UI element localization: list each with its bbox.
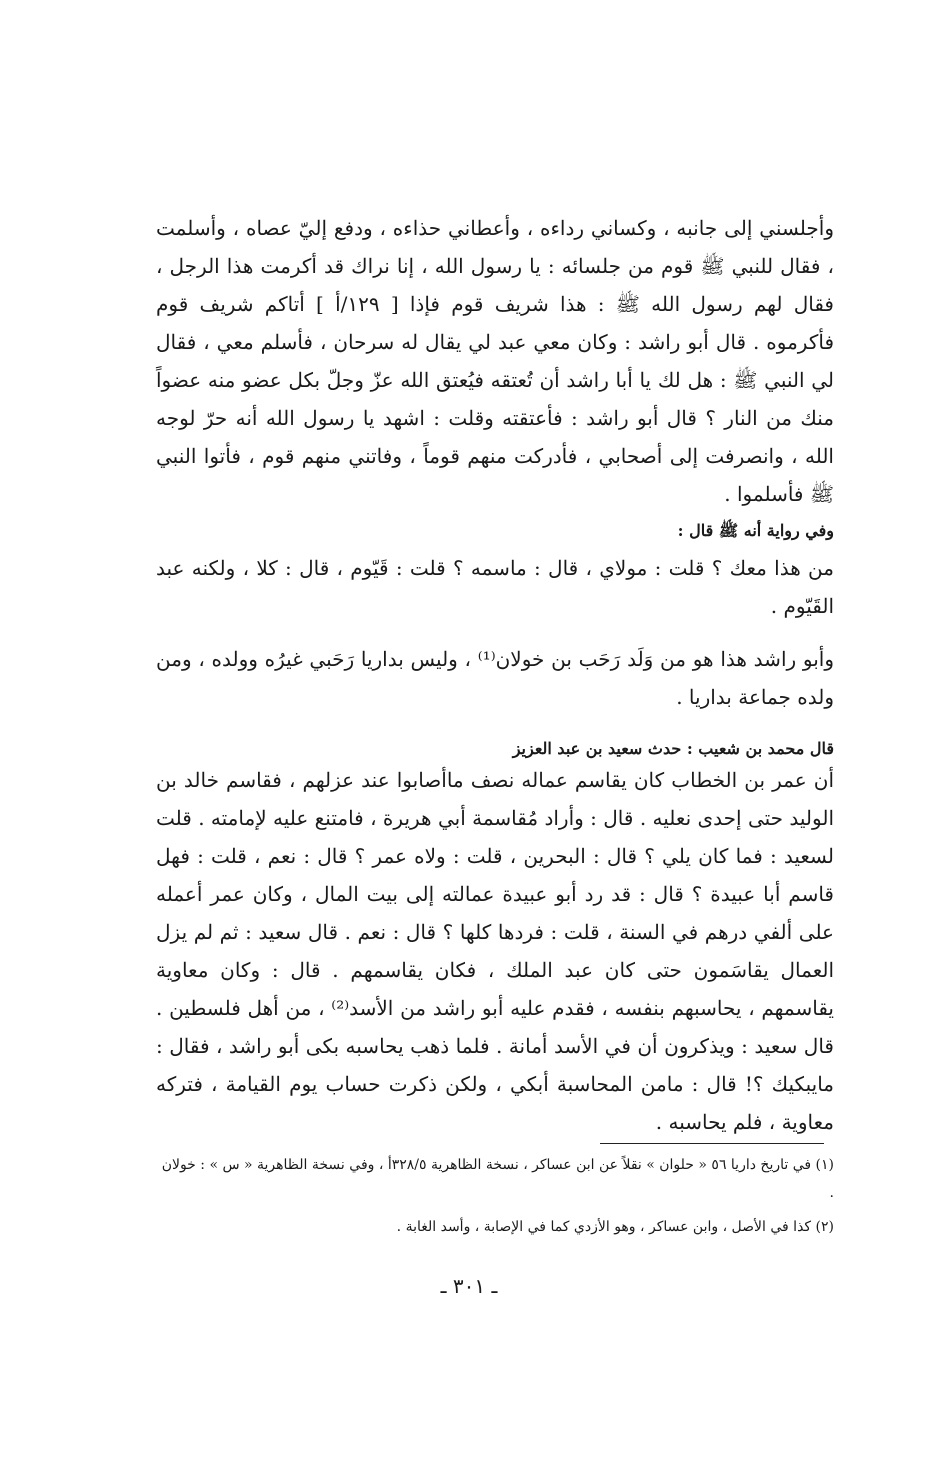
main-text-block-3 — [156, 640, 834, 716]
narration-heading-1 — [156, 516, 834, 546]
narration-lead-1: وفي رواية أنه ﷺ قال : — [677, 521, 834, 540]
footnotes — [156, 1151, 834, 1241]
footnote-divider — [600, 1143, 824, 1144]
main-text-block-4 — [156, 761, 834, 1141]
paragraph-1: وأجلسني إلى جانبه ، وكساني رداءه ، وأعطاني حذاءه ، ودفع إليّ عصاه ، وأسلمت ، فقال للنبي ﷺ قوم من جلسائه : يا رسول الله ، إنا نراك قد أكرمت هذا الرجل ، فقال لهم رسول الله ﷺ : هذا شريف قوم فإذا [ ١٢٩/أ ] أتاكم شريف قوم فأكرموه . قال أبو راشد : وكان معي عبد لي يقال له سرحان ، فأسلم معي ، فقال لي النبي ﷺ : هل لك يا أبا راشد أن تُعتقه فيُعتق الله عزّ وجلّ بكل عضو منه عضواً منك من النار ؟ قال أبو راشد : فأعتقته وقلت : اشهد يا رسول الله أنه حرّ لوجه الله ، وانصرفت إلى أصحابي ، فأدركت منهم قوماً ، وفاتني منهم قوم ، فأتوا النبي ﷺ فأسلموا . — [156, 216, 834, 506]
paragraph-4: أن عمر بن الخطاب كان يقاسم عماله نصف ماأصابوا عند عزلهم ، فقاسم خالد بن الوليد حتى إحدى نعليه . قال : وأراد مُقاسمة أبي هريرة ، فامتنع عليه لإمامته . قلت لسعيد : فما كان يلي ؟ قال : البحرين ، قلت : ولاه عمر ؟ قال : نعم ، قلت : فهل قاسم أبا عبيدة ؟ قال : قد رد أبو عبيدة عمالته إلى بيت المال ، وكان عمر أعمله على ألفي درهم في السنة ، قلت : فردها كلها ؟ قال : نعم . قال سعيد : ثم لم يزل العمال يقاسَمون حتى كان عبد الملك ، فكان يقاسمهم . قال : وكان معاوية يقاسمهم ، يحاسبهم بنفسه ، فقدم عليه أبو راشد من الأسد⁽²⁾ ، من أهل فلسطين . قال سعيد : ويذكرون أن في الأسد أمانة . فلما ذهب يحاسبه بكى أبو راشد ، فقال : مايبكيك ؟! قال : مامن المحاسبة أبكي ، ولكن ذكرت حساب يوم القيامة ، فتركه معاوية ، فلم يحاسبه . — [156, 768, 835, 1134]
footnote-1: (١) في تاريخ داريا ٥٦ « حلوان » نقلاً عن ابن عساكر ، نسخة الظاهرية ٣٢٨/٥أ ، وفي نسخة الظاهرية « س » : خولان . — [161, 1157, 834, 1201]
paragraph-3: وأبو راشد هذا هو من وَلَد رَحَب بن خولان⁽¹⁾ ، وليس بداريا رَحَبي غيرُه وولده ، ومن ولده جماعة بداريا . — [156, 647, 835, 709]
main-text-block-1 — [156, 209, 834, 513]
narration-heading-2 — [156, 734, 834, 764]
page-number: ـ ٣٠١ ـ — [440, 1274, 498, 1298]
footnote-2: (٢) كذا في الأصل ، وابن عساكر ، وهو الأزدي كما في الإصابة ، وأسد الغابة . — [396, 1219, 834, 1235]
paragraph-2: من هذا معك ؟ قلت : مولاي ، قال : ماسمه ؟ قلت : قَيّوم ، قال : كلا ، ولكنه عبد القَيّوم . — [156, 556, 834, 618]
narration-lead-2: قال محمد بن شعيب : حدث سعيد بن عبد العزيز — [512, 739, 834, 758]
main-text-block-2 — [156, 549, 834, 625]
